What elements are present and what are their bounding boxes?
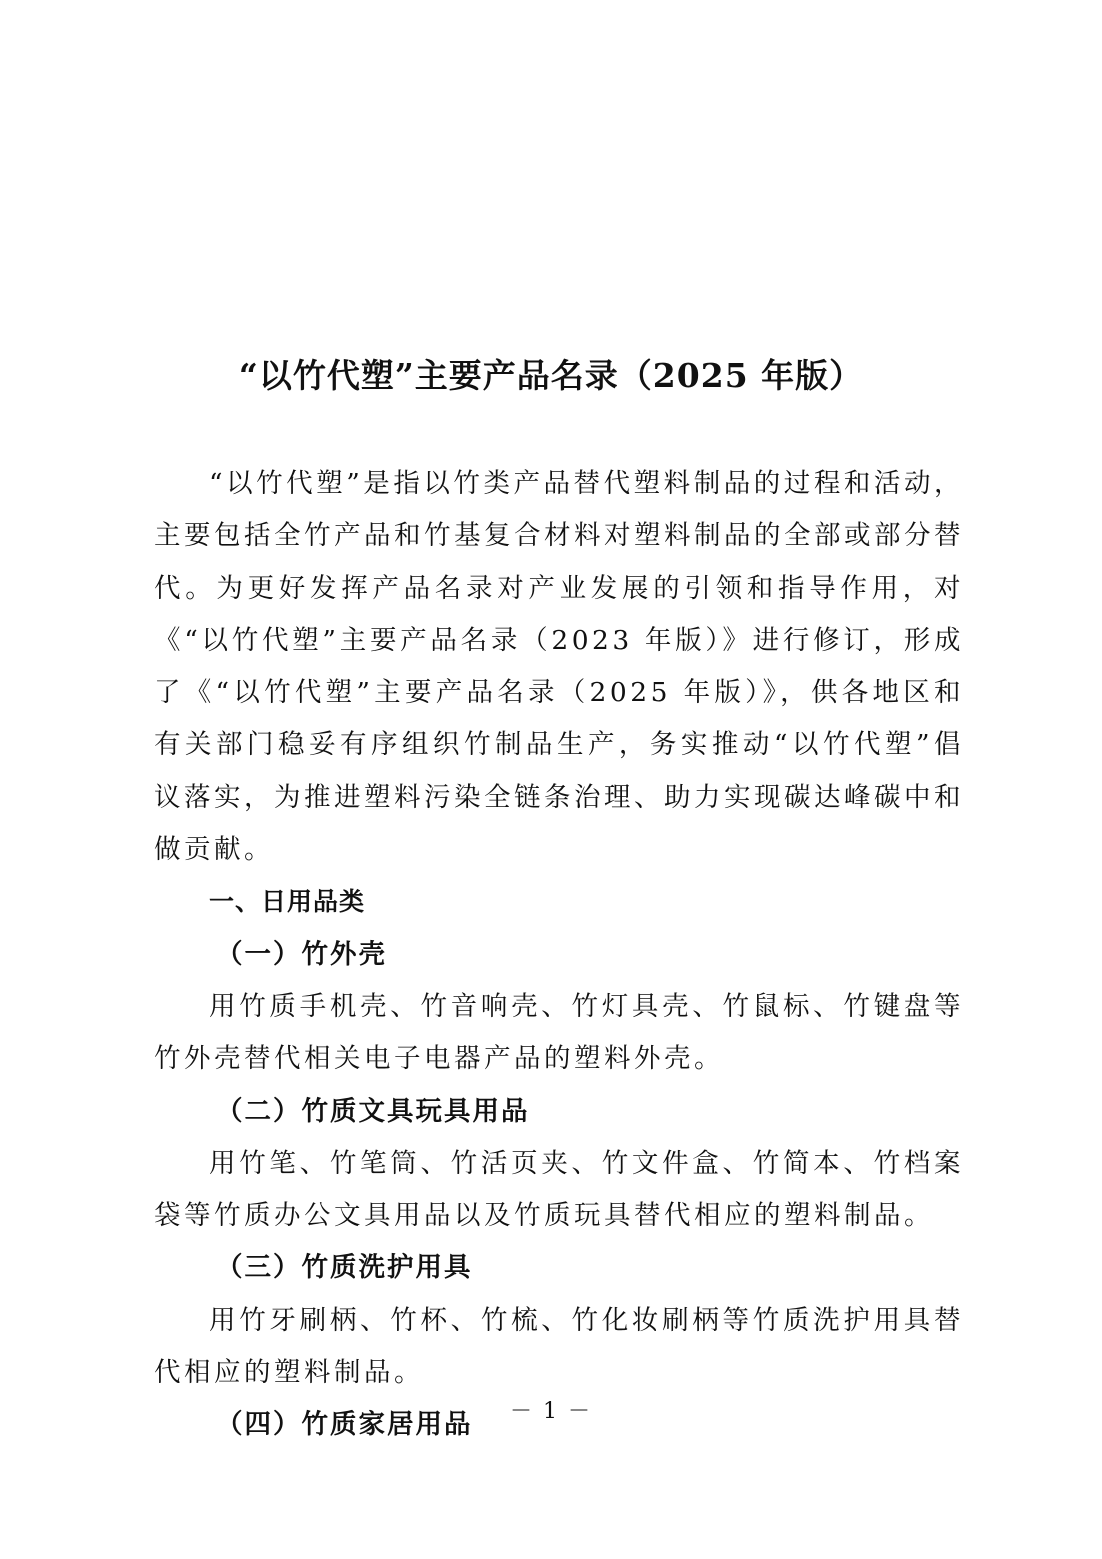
subsection-body-toiletries: 用竹牙刷柄、竹杯、竹梳、竹化妆刷柄等竹质洗护用具替代相应的塑料制品。 [154, 1304, 964, 1389]
subsection-heading-toiletries: （三）竹质洗护用具 [216, 1252, 473, 1284]
document-title: “以竹代塑”主要产品名录（2025 年版） [238, 356, 864, 395]
subsection-body-stationery-toys: 用竹笔、竹笔筒、竹活页夹、竹文件盒、竹简本、竹档案袋等竹质办公文具用品以及竹质玩具替代相应的塑料制品。 [154, 1147, 964, 1232]
intro-paragraph: “以竹代塑”是指以竹类产品替代塑料制品的过程和活动，主要包括全竹产品和竹基复合材料对塑料制品的全部或部分替代。为更好发挥产品名录对产业发展的引领和指导作用，对《“以竹代塑”主要产品名录（2023 年版）》进行修订，形成了《“以竹代塑”主要产品名录（2025 年版）》，供各地区和有关部门稳妥有序组织竹制品生产，务实推动“以竹代塑”倡议落实，为推进塑料污染全链条治理、助力实现碳达峰碳中和做贡献。 [154, 468, 964, 866]
subsection-body-bamboo-shell: 用竹质手机壳、竹音响壳、竹灯具壳、竹鼠标、竹键盘等竹外壳替代相关电子电器产品的塑料外壳。 [154, 990, 964, 1075]
document-body [154, 458, 964, 1452]
page-number: － 1 － [510, 1399, 592, 1424]
subsection-heading-stationery-toys: （二）竹质文具玩具用品 [216, 1095, 530, 1127]
subsection-heading-bamboo-shell: （一）竹外壳 [216, 938, 387, 970]
subsection-heading-household: （四）竹质家居用品 [216, 1409, 473, 1441]
section-heading-daily-goods: 一、日用品类 [209, 887, 366, 917]
